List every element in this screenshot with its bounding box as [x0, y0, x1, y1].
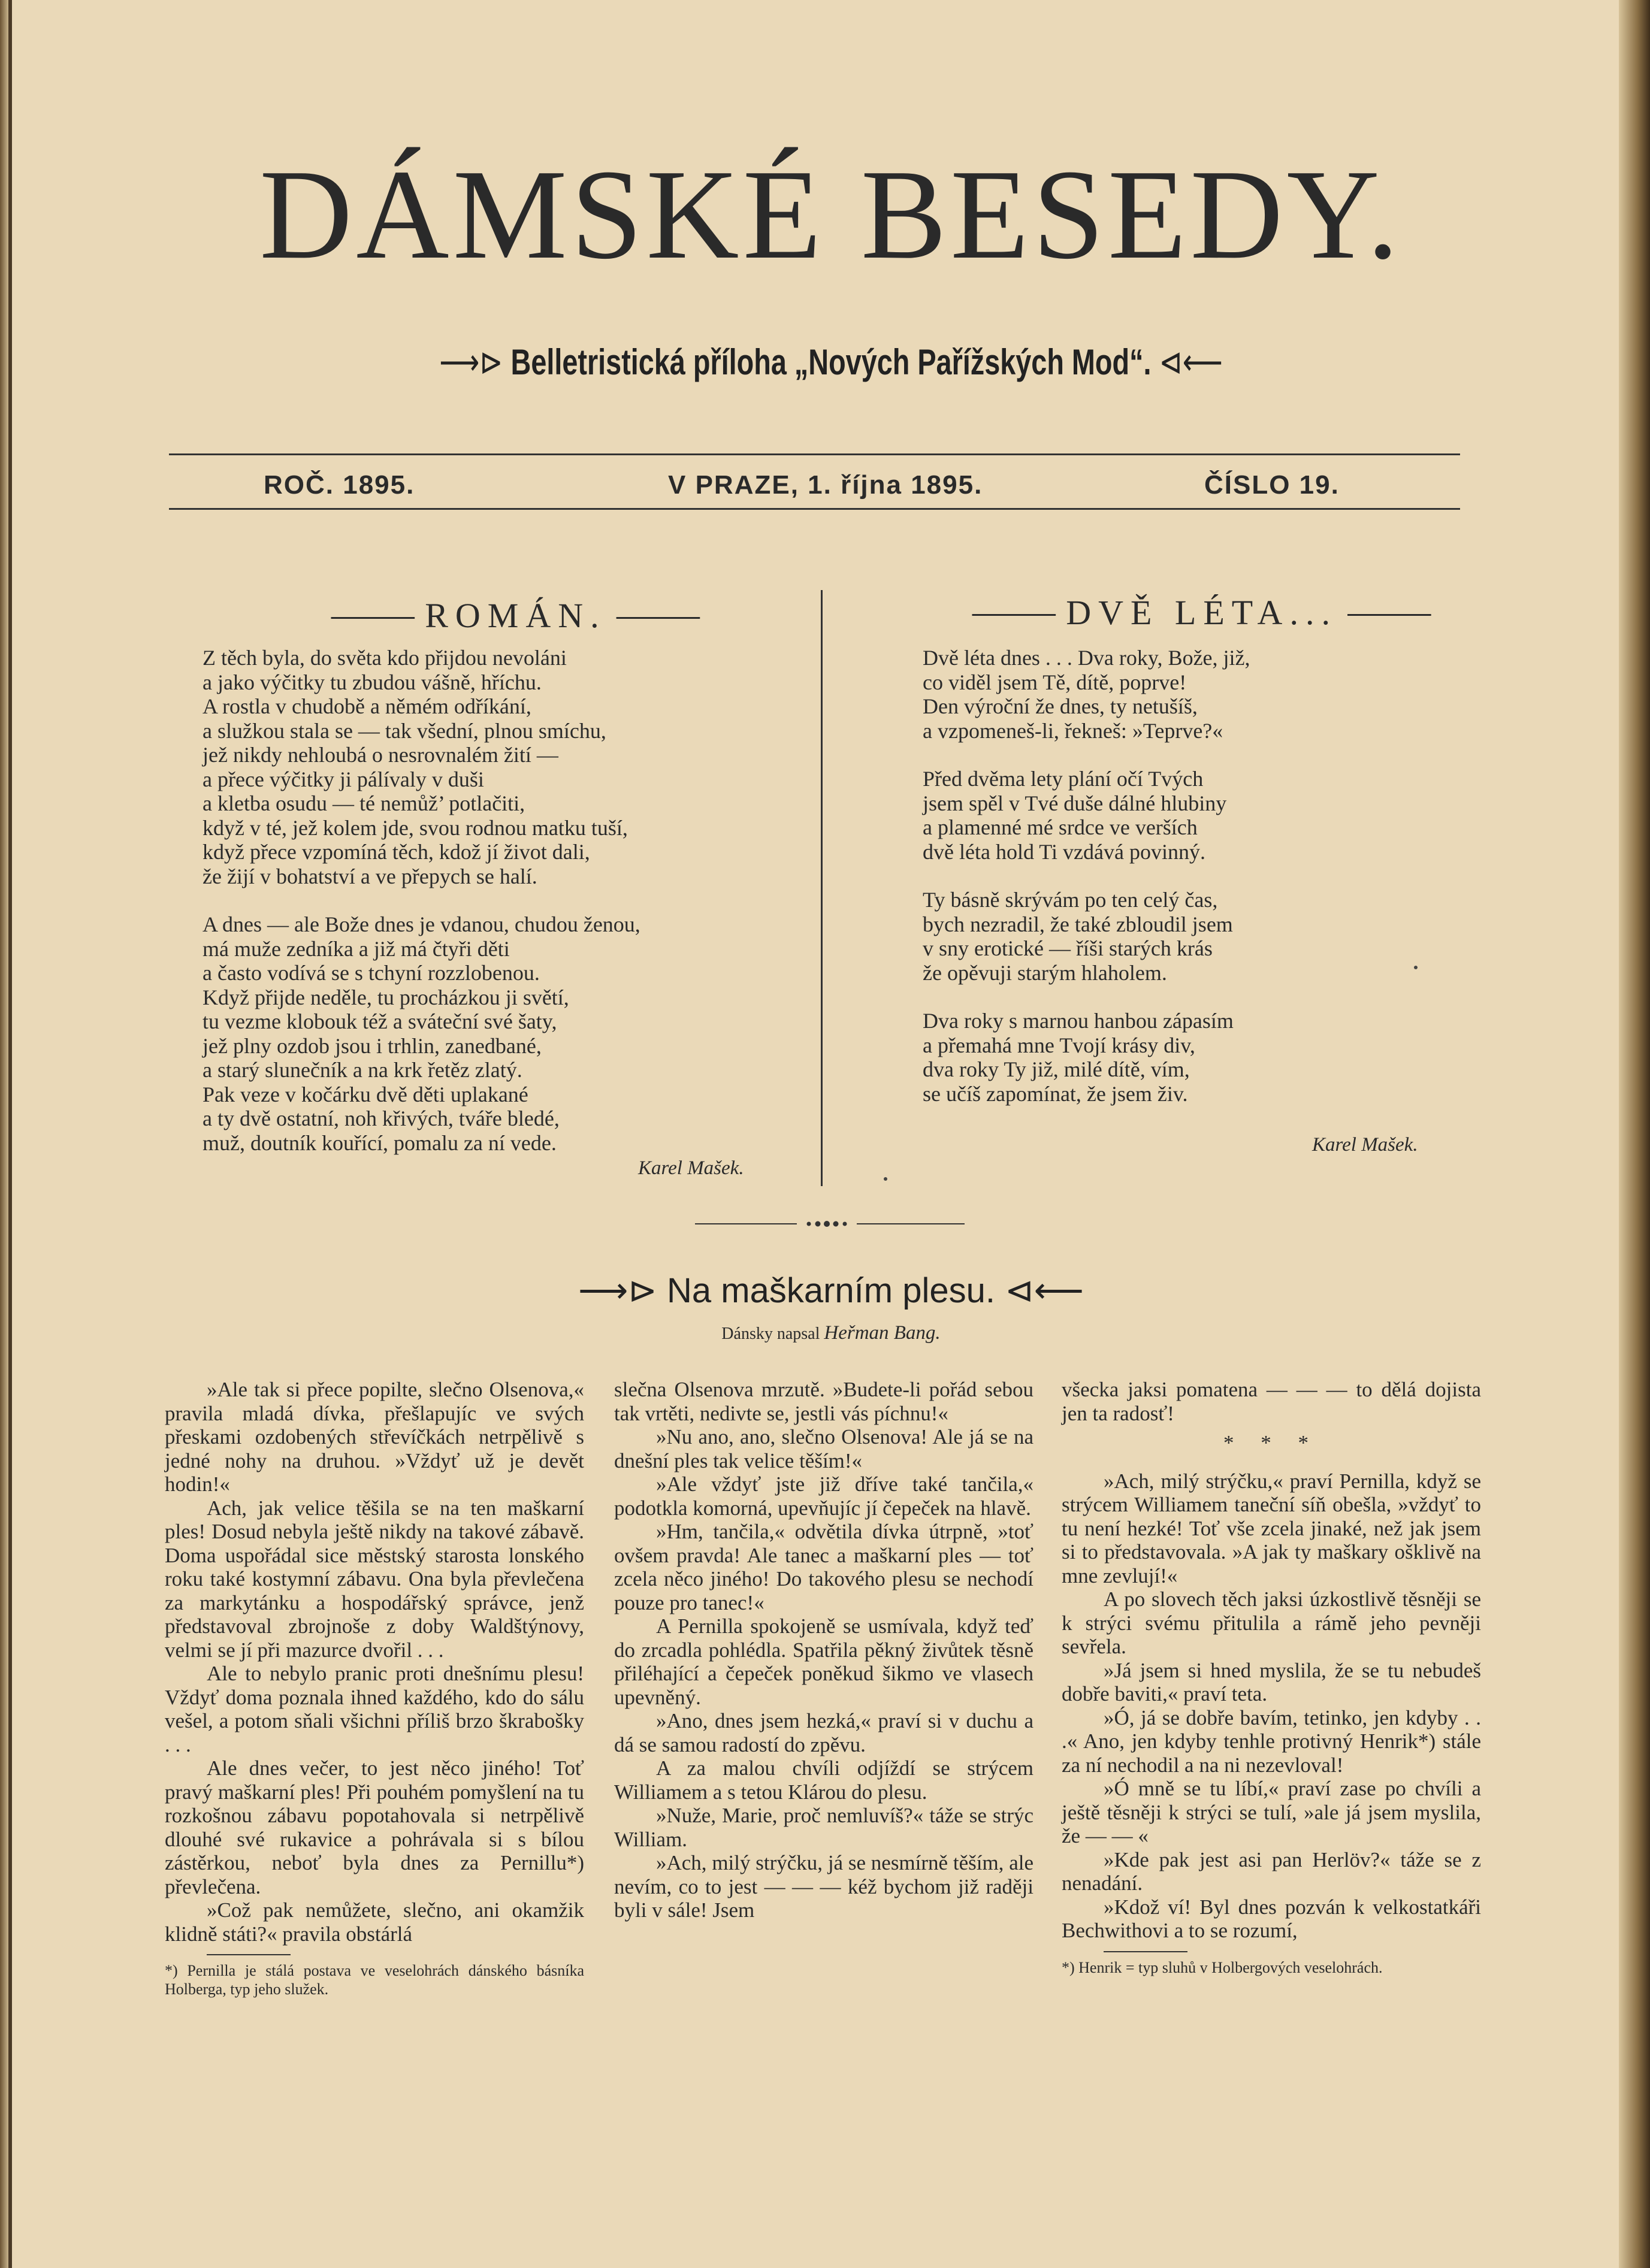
- dateline-top-rule: [169, 453, 1460, 455]
- poem-right-title: [971, 584, 1433, 634]
- right-flourish-icon: ⊲⟵: [995, 1271, 1084, 1310]
- paragraph: »Ó mně se tu líbí,« praví zase po chvíli a ještě těsněji k strýci se tulí, »ale já jsem myslila, že — — «: [1062, 1777, 1481, 1847]
- verse-line: jež nikdy nehloubá o nesrovnalém žití —: [203, 743, 558, 767]
- verse-line: že žijí v bohatství a ve přepych se halí.: [203, 864, 537, 888]
- volume-label: ROČ. 1895.: [264, 470, 415, 500]
- paragraph: A za malou chvíli odjíždí se strýcem Williamem a s tetou Klárou do plesu.: [614, 1756, 1033, 1804]
- poem-left-body: [203, 646, 640, 1179]
- verse-line: a přece výčitky ji pálívaly v duši: [203, 767, 484, 791]
- verse-line: v sny erotické — říši starých krás: [923, 936, 1213, 960]
- paragraph: »Ano, dnes jsem hezká,« praví si v duchu a dá se samou radostí do zpěvu.: [614, 1709, 1033, 1756]
- subtitle-text: Belletristická příloha „Nových Pařížských Mod“.: [510, 342, 1152, 382]
- speck: [1414, 966, 1418, 969]
- verse-line: když přece vzpomíná těch, kdož jí život dali,: [203, 840, 590, 864]
- verse-line: A rostla v chudobě a němém odříkání,: [203, 694, 531, 718]
- dash-ornament-icon: ⸻: [971, 593, 1066, 632]
- verse-line: Z těch byla, do světa kdo přijdou nevoláni: [203, 646, 567, 670]
- verse-line: dva roky Ty již, milé dítě, vím,: [923, 1057, 1190, 1081]
- verse-line: a přemahá mne Tvojí krásy div,: [923, 1033, 1195, 1057]
- paragraph: A Pernilla spokojeně se usmívala, když teď do zrcadla pohlédla. Spatřila pěkný živůtek těsně přiléhající a čepeček poněkud šikmo ve vlasech upevněný.: [614, 1614, 1033, 1709]
- paragraph: slečna Olsenova mrzutě. »Budete-li pořád sebou tak vrtěti, nedivte se, jestli vás píchnu!«: [614, 1378, 1033, 1425]
- footnote-rule: [207, 1954, 291, 1955]
- story-byline: [12, 1322, 1650, 1344]
- paragraph: »Hm, tančila,« odvětila dívka útrpně, »toť ovšem pravda! Ale tanec a maškarní ples — toť zcela něco jiného! Do takového plesu se nechodí pouze pro tanec!«: [614, 1520, 1033, 1614]
- paragraph: »Kdož ví! Byl dnes pozván k velkostatkáři Bechwithovi a to se rozumí,: [1062, 1895, 1481, 1942]
- footnote: *) Pernilla je stálá postava ve veselohrách dánského básníka Holberga, typ jeho služek.: [165, 1962, 584, 1998]
- poem-right-stanza: [923, 888, 1250, 985]
- verse-line: Když přijde neděle, tu procházkou ji světí,: [203, 985, 569, 1009]
- verse-line: a starý slunečník a na krk řetěz zlatý.: [203, 1058, 522, 1082]
- paragraph: »Ó, já se dobře bavím, tetinko, jen kdyby . . .« Ano, jen kdyby tenhle protivný Henrik*) stále za ní nechodil a na ni nezevloval!: [1062, 1705, 1481, 1777]
- left-flourish-icon: ⟶⊳: [578, 1271, 667, 1310]
- verse-line: a plamenné mé srdce ve verších: [923, 815, 1198, 839]
- poem-right-title-text: DVĚ LÉTA...: [1066, 593, 1337, 632]
- story-title-text: Na maškarním plesu.: [667, 1271, 995, 1310]
- paragraph: Ach, jak velice těšila se na ten maškarní ples! Dosud nebyla ještě nikdy na takové zábavě. Doma uspořádal sice městský starosta lonského roku také kostymní zábavu. Ona byla převlečena za markytánku a hospodářský správce, jenž představoval zbrojnoše z doby Waldštýnovy, velmi se jí při mazurce dvořil . . .: [165, 1496, 584, 1662]
- byline-prefix: Dánsky napsal: [721, 1324, 820, 1343]
- story-title: [12, 1270, 1650, 1311]
- verse-line: Před dvěma lety plání očí Tvých: [923, 767, 1204, 791]
- dash-ornament-icon: ⸻: [330, 596, 425, 635]
- footnote-rule: [1104, 1951, 1187, 1952]
- verse-line: když v té, jež kolem jde, svou rodnou matku tuší,: [203, 815, 628, 840]
- verse-line: a služkou stala se — tak všední, plnou smíchu,: [203, 718, 606, 743]
- verse-line: Pak veze v kočárku dvě děti uplakané: [203, 1082, 528, 1106]
- verse-line: dvě léta hold Ti vzdává povinný.: [923, 839, 1205, 864]
- ornament-divider-icon: [695, 1220, 965, 1228]
- verse-line: Ty básně skrývám po ten celý čas,: [923, 888, 1218, 912]
- poem-right-body: [923, 646, 1250, 1130]
- verse-line: muž, doutník kouřící, pomalu za ní vede.: [203, 1130, 557, 1155]
- paragraph: A po slovech těch jaksi úzkostlivě těsněji se k strýci svému přitulila a rámě jeho pevněji sevřela.: [1062, 1587, 1481, 1658]
- verse-line: bych nezradil, že také zbloudil jsem: [923, 912, 1233, 936]
- paragraph: všecka jaksi pomatena — — — to dělá dojista jen ta radosť!: [1062, 1378, 1481, 1425]
- paragraph: Ale to nebylo pranic proti dnešnímu plesu! Vždyť doma poznala ihned každého, kdo do sálu vešel, a potom sňali všichni příliš brzo škrabošky . . .: [165, 1662, 584, 1756]
- verse-line: a často vodívá se s tchyní rozzlobenou.: [203, 961, 540, 985]
- verse-line: se učíš zapomínat, že jsem živ.: [923, 1081, 1188, 1106]
- verse-line: jsem spěl v Tvé duše dálné hlubiny: [923, 791, 1227, 815]
- paragraph: »Já jsem si hned myslila, že se tu nebudeš dobře baviti,« praví teta.: [1062, 1658, 1481, 1705]
- paragraph: Ale dnes večer, to jest něco jiného! Toť pravý maškarní ples! Při pouhém pomyšlení na tu rozkošnou zábavu popotahovala si netrpělivě dlouhé své rukavice a pohrávala si s bílou zástěrkou, neboť byla dnes za Pernillu*) převlečena.: [165, 1756, 584, 1898]
- poem-left-author: Karel Mašek.: [638, 1157, 744, 1179]
- page-edge-left: [0, 0, 8, 2268]
- verse-line: A dnes — ale Bože dnes je vdanou, chudou ženou,: [203, 912, 640, 936]
- poem-right-stanza: [923, 646, 1250, 743]
- verse-line: má muže zedníka a již má čtyři děti: [203, 936, 510, 961]
- dash-ornament-icon: ⸻: [606, 596, 702, 635]
- verse-line: že opěvuji starým hlaholem.: [923, 960, 1167, 985]
- verse-line: Dva roky s marnou hanbou zápasím: [923, 1009, 1234, 1033]
- place-date-label: V PRAZE, 1. října 1895.: [668, 470, 983, 500]
- verse-line: a ty dvě ostatní, noh křivých, tváře bledé,: [203, 1106, 560, 1130]
- paragraph: »Což pak nemůžete, slečno, ani okamžik klidně státi?« pravila obstárlá: [165, 1898, 584, 1946]
- verse-line: a vzpomeneš-li, řekneš: »Teprve?«: [923, 718, 1223, 743]
- footnote: *) Henrik = typ sluhů v Holbergových veselohrách.: [1062, 1958, 1383, 1976]
- poem-right-stanza: [923, 767, 1250, 864]
- paragraph: »Ach, milý strýčku,« praví Pernilla, když se strýcem Williamem taneční síň obešla, »vždyť to tu není hezké! Toť vše zcela jinaké, než jak jsem si to představovala. »A jak ty maškary ošklivě na mne zevlují!«: [1062, 1469, 1481, 1587]
- right-flourish-icon: ⊲⟵: [1159, 342, 1223, 382]
- section-stars: * * *: [1223, 1431, 1319, 1454]
- byline-author: Heřman Bang.: [824, 1322, 941, 1344]
- paragraph: »Kde pak jest asi pan Herlöv?« táže se z nenadání.: [1062, 1847, 1481, 1895]
- verse-line: jež plny ozdob jsou i trhlin, zanedbané,: [203, 1033, 542, 1058]
- verse-line: a kletba osudu — té nemůž’ potlačiti,: [203, 791, 525, 815]
- verse-line: Dvě léta dnes . . . Dva roky, Bože, již,: [923, 646, 1250, 670]
- masthead-subtitle: [192, 341, 1470, 383]
- poem-right-author: Karel Mašek.: [1312, 1134, 1418, 1156]
- poem-left-title-text: ROMÁN.: [425, 596, 606, 635]
- column-divider: [821, 590, 823, 1186]
- paragraph: »Ale vždyť jste již dříve také tančila,« podotkla komorná, upevňujíc jí čepeček na hlavě.: [614, 1472, 1033, 1520]
- page-edge-right: [1619, 0, 1650, 2268]
- verse-line: a jako výčitky tu zbudou vášně, hříchu.: [203, 670, 542, 694]
- verse-line: tu vezme klobouk též a sváteční své šaty,: [203, 1009, 557, 1033]
- dateline-bottom-rule: [169, 508, 1460, 510]
- paragraph: »Ale tak si přece popilte, slečno Olsenova,« pravila mladá dívka, přešlapujíc ve svých přeskami ozdobených střevíčkách netrpělivě s jedné nohy na druhou. »Vždyť už je devět hodin!«: [165, 1378, 584, 1496]
- story-column-2: [614, 1378, 1033, 1922]
- masthead-title: DÁMSKÉ BESEDY.: [259, 143, 1403, 286]
- paragraph: »Ach, milý strýčku, já se nesmírně těším, ale nevím, co to jest — — — kéž bychom již raději byli v sále! Jsem: [614, 1851, 1033, 1922]
- poem-left-stanza: [203, 912, 640, 1155]
- paragraph: »Nu ano, ano, slečno Olsenova! Ale já se na dnešní ples tak velice těším!«: [614, 1425, 1033, 1472]
- story-column-1: [165, 1378, 584, 1998]
- story-column-3: [1062, 1378, 1481, 1977]
- left-flourish-icon: ⟶⊳: [439, 342, 511, 382]
- issue-label: ČÍSLO 19.: [1204, 470, 1340, 500]
- verse-line: Den výroční že dnes, ty netušíš,: [923, 694, 1198, 718]
- paragraph: »Nuže, Marie, proč nemluvíš?« táže se strýc William.: [614, 1804, 1033, 1851]
- dash-ornament-icon: ⸻: [1337, 593, 1433, 632]
- verse-line: co viděl jsem Tě, dítě, poprve!: [923, 670, 1187, 694]
- poem-left-stanza: [203, 646, 640, 888]
- newspaper-page: [12, 0, 1650, 2268]
- poem-right-stanza: [923, 1009, 1250, 1106]
- poem-left-title: [330, 587, 702, 637]
- speck: [884, 1177, 887, 1181]
